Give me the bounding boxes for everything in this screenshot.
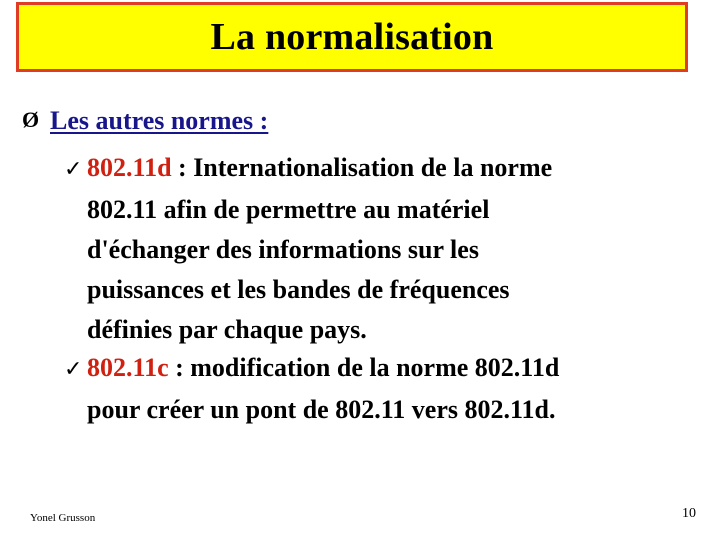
bullet-line: d'échanger des informations sur les <box>87 235 479 264</box>
standard-code: 802.11d <box>87 153 172 182</box>
bullet-line: pour créer un pont de 802.11 vers 802.11d. <box>87 395 556 424</box>
bullet-line: 802.11 afin de permettre au matériel <box>87 195 490 224</box>
bullet-line <box>64 148 704 190</box>
bullet-line: définies par chaque pays. <box>87 315 367 344</box>
slide-title: La normalisation <box>210 16 494 58</box>
page-number: 10 <box>682 506 696 521</box>
bullet-802-11d <box>64 148 704 350</box>
bullet-line <box>64 348 704 390</box>
bullet-text: : modification de la norme 802.11d <box>168 353 560 382</box>
title-banner <box>16 2 688 72</box>
bullet-line: puissances et les bandes de fréquences <box>87 275 510 304</box>
author-footer: Yonel Grusson <box>30 512 96 524</box>
checkmark-icon: ✓ <box>64 157 83 182</box>
bullet-text: : Internationalisation de la norme <box>171 153 553 182</box>
bullet-802-11c <box>64 348 704 430</box>
standard-code: 802.11c <box>87 353 169 382</box>
section-heading <box>22 106 268 136</box>
checkmark-icon: ✓ <box>64 357 83 382</box>
arrow-bullet-icon: Ø <box>22 107 40 132</box>
section-heading-label: Les autres normes : <box>50 106 269 135</box>
